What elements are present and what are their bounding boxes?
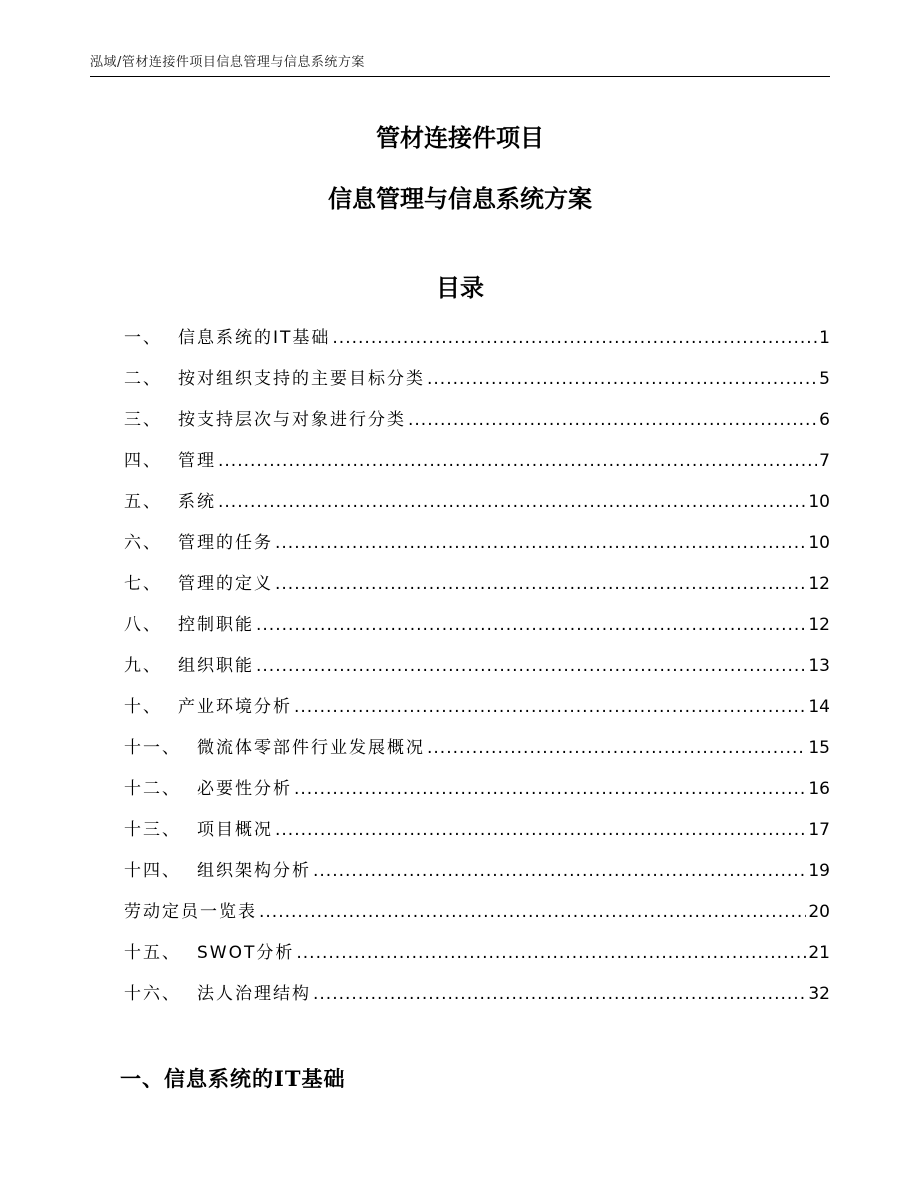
- toc-entry-title: 管理: [178, 451, 216, 471]
- toc-dot-leader: [408, 405, 817, 435]
- toc-entry-page: 17: [808, 820, 830, 840]
- toc-entry[interactable]: [124, 733, 830, 774]
- toc-dot-leader: [256, 651, 806, 681]
- toc-dot-leader: [427, 733, 806, 763]
- document-title-line-1: 管材连接件项目: [376, 124, 544, 152]
- toc-entry-title: 必要性分析: [197, 779, 292, 799]
- toc-entry-title: 管理的定义: [178, 574, 273, 594]
- toc-entry[interactable]: [124, 610, 830, 651]
- toc-entry-title: 控制职能: [178, 615, 254, 635]
- toc-entry-page: 20: [808, 902, 830, 922]
- toc-entry-page: 13: [808, 656, 830, 676]
- toc-entry-page: 5: [819, 369, 830, 389]
- toc-dot-leader: [296, 938, 806, 968]
- toc-entry[interactable]: [124, 569, 830, 610]
- toc-entry-page: 6: [819, 410, 830, 430]
- toc-entry-title: 微流体零部件行业发展概况: [197, 738, 425, 758]
- toc-entry-number: 一、: [124, 328, 162, 348]
- toc-entry-title: 项目概况: [197, 820, 273, 840]
- toc-entry-page: 12: [808, 615, 830, 635]
- toc-entry-title: 管理的任务: [178, 533, 273, 553]
- table-of-contents: [124, 323, 830, 1020]
- toc-entry[interactable]: [124, 774, 830, 815]
- toc-entry[interactable]: [124, 487, 830, 528]
- toc-entry-title: 法人治理结构: [197, 984, 311, 1004]
- toc-entry-title: SWOT分析: [197, 943, 295, 963]
- toc-entry-page: 12: [808, 574, 830, 594]
- toc-entry-title: 劳动定员一览表: [124, 902, 257, 922]
- toc-entry-number: 四、: [124, 451, 162, 471]
- toc-entry-page: 10: [808, 492, 830, 512]
- toc-dot-leader: [313, 856, 806, 886]
- toc-entry-number: 十三、: [124, 820, 181, 840]
- toc-entry-number: 三、: [124, 410, 162, 430]
- toc-entry-number: 十二、: [124, 779, 181, 799]
- toc-entry[interactable]: [124, 528, 830, 569]
- toc-entry-page: 21: [808, 943, 830, 963]
- toc-entry-title: 按支持层次与对象进行分类: [178, 410, 406, 430]
- toc-entry[interactable]: [124, 815, 830, 856]
- toc-entry-page: 14: [808, 697, 830, 717]
- toc-entry[interactable]: [124, 856, 830, 897]
- toc-entry[interactable]: [124, 323, 830, 364]
- toc-entry-number: 十一、: [124, 738, 181, 758]
- toc-dot-leader: [313, 979, 806, 1009]
- toc-dot-leader: [294, 774, 806, 804]
- toc-entry-title: 信息系统的IT基础: [178, 328, 331, 348]
- toc-entry-page: 16: [808, 779, 830, 799]
- toc-heading: 目录: [436, 274, 484, 302]
- toc-entry-title: 产业环境分析: [178, 697, 292, 717]
- toc-entry-page: 1: [819, 328, 830, 348]
- toc-entry-number: 八、: [124, 615, 162, 635]
- toc-entry[interactable]: [124, 364, 830, 405]
- toc-dot-leader: [332, 323, 817, 353]
- toc-entry-page: 15: [808, 738, 830, 758]
- toc-entry-title: 按对组织支持的主要目标分类: [178, 369, 425, 389]
- toc-entry-number: 五、: [124, 492, 162, 512]
- toc-dot-leader: [294, 692, 806, 722]
- toc-entry[interactable]: [124, 446, 830, 487]
- toc-dot-leader: [218, 446, 817, 476]
- section-heading: 一、信息系统的IT基础: [120, 1066, 346, 1091]
- running-header: 泓域/管材连接件项目信息管理与信息系统方案: [90, 55, 365, 70]
- toc-dot-leader: [275, 569, 806, 599]
- toc-entry[interactable]: [124, 979, 830, 1020]
- toc-entry-title: 组织架构分析: [197, 861, 311, 881]
- toc-entry-page: 7: [819, 451, 830, 471]
- toc-entry-title: 组织职能: [178, 656, 254, 676]
- toc-entry[interactable]: [124, 692, 830, 733]
- toc-entry-number: 十五、: [124, 943, 181, 963]
- toc-dot-leader: [256, 610, 806, 640]
- toc-dot-leader: [427, 364, 817, 394]
- toc-entry[interactable]: [124, 938, 830, 979]
- toc-dot-leader: [259, 897, 806, 927]
- toc-entry-page: 10: [808, 533, 830, 553]
- toc-entry-number: 九、: [124, 656, 162, 676]
- document-title-line-2: 信息管理与信息系统方案: [328, 185, 592, 213]
- toc-entry-number: 二、: [124, 369, 162, 389]
- toc-dot-leader: [218, 487, 806, 517]
- toc-entry[interactable]: [124, 405, 830, 446]
- toc-entry-number: 七、: [124, 574, 162, 594]
- toc-entry-page: 19: [808, 861, 830, 881]
- header-divider: [90, 76, 830, 77]
- toc-entry[interactable]: [124, 651, 830, 692]
- toc-entry-number: 十四、: [124, 861, 181, 881]
- toc-entry-page: 32: [808, 984, 830, 1004]
- toc-entry-number: 六、: [124, 533, 162, 553]
- toc-dot-leader: [275, 815, 806, 845]
- toc-entry[interactable]: [124, 897, 830, 938]
- toc-dot-leader: [275, 528, 806, 558]
- toc-entry-title: 系统: [178, 492, 216, 512]
- toc-entry-number: 十六、: [124, 984, 181, 1004]
- toc-entry-number: 十、: [124, 697, 162, 717]
